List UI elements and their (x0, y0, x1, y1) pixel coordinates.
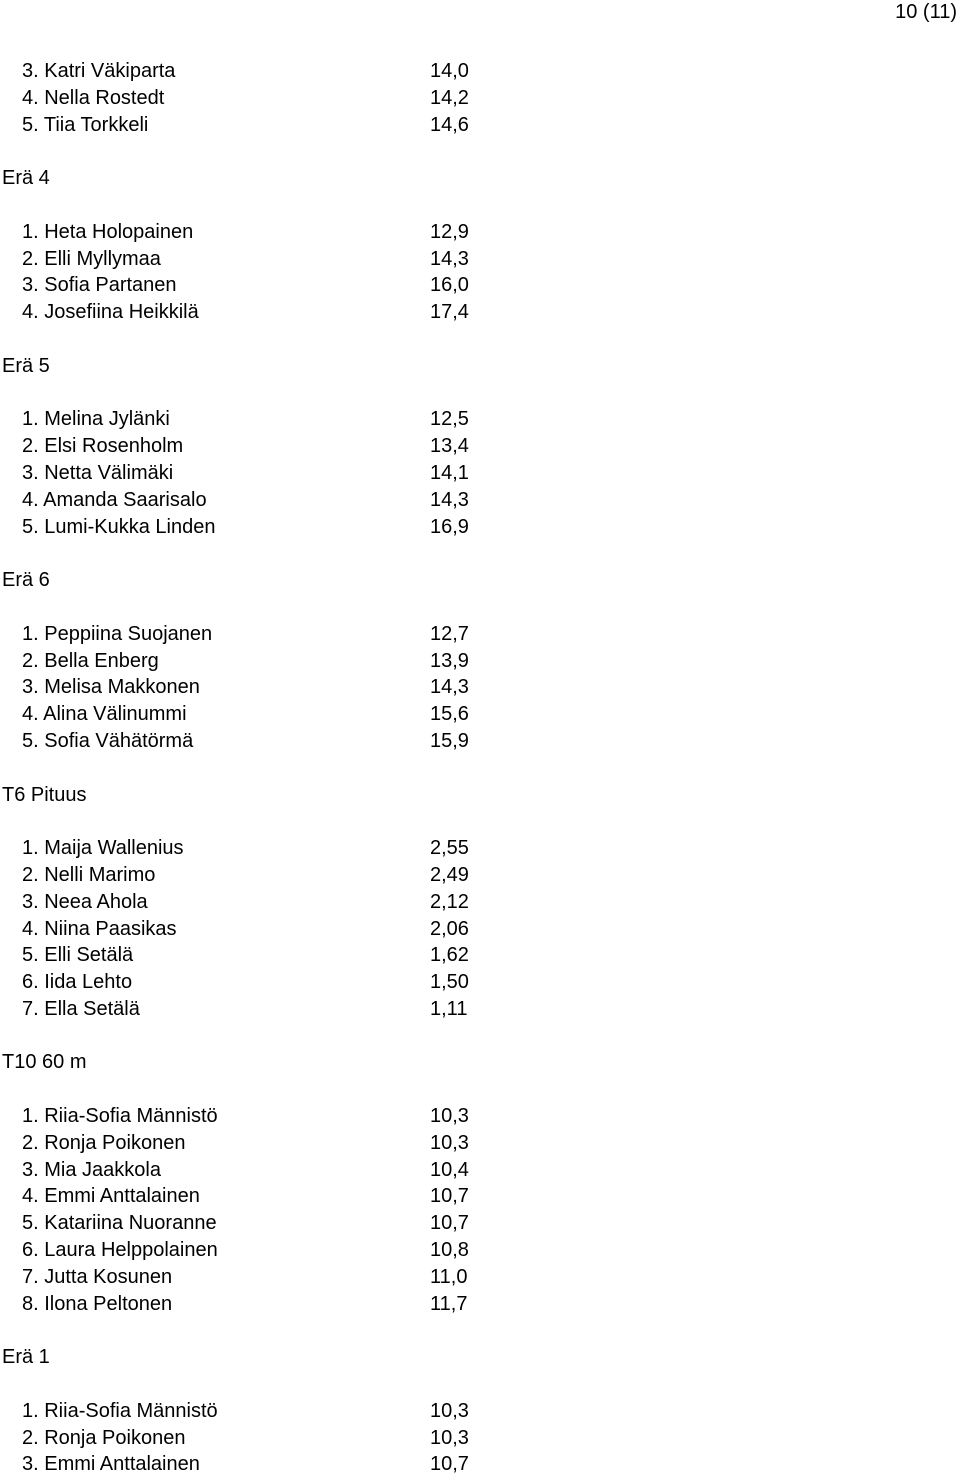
result-row (0, 1210, 560, 1237)
athlete-name: 5. Lumi-Kukka Linden (22, 515, 216, 538)
athlete-name: 1. Maija Wallenius (22, 837, 184, 860)
results-section (0, 58, 560, 165)
spacer (0, 192, 560, 219)
result-row (0, 728, 560, 755)
spacer (0, 594, 560, 621)
result-value: 14,2 (430, 86, 469, 109)
result-value: 10,4 (430, 1158, 469, 1181)
athlete-name: 5. Katariina Nuoranne (22, 1212, 217, 1235)
athlete-name: 3. Emmi Anttalainen (22, 1453, 200, 1476)
result-row (0, 996, 560, 1023)
spacer (0, 1076, 560, 1103)
athlete-name: 5. Sofia Vähätörmä (22, 729, 194, 752)
result-value: 15,9 (430, 729, 469, 752)
result-row (0, 969, 560, 996)
result-value: 14,3 (430, 488, 469, 511)
spacer (0, 540, 560, 567)
athlete-name: 2. Ronja Poikonen (22, 1426, 186, 1449)
athlete-name: 7. Jutta Kosunen (22, 1265, 173, 1288)
result-row (0, 1237, 560, 1264)
athlete-name: 3. Neea Ahola (22, 890, 148, 913)
result-value: 10,3 (430, 1131, 469, 1154)
result-value: 10,7 (430, 1212, 469, 1235)
result-value: 12,5 (430, 408, 469, 431)
athlete-name: 1. Peppiina Suojanen (22, 622, 213, 645)
result-row (0, 674, 560, 701)
result-value: 13,4 (430, 435, 469, 458)
result-row (0, 862, 560, 889)
result-value: 2,12 (430, 890, 469, 913)
section-heading: T6 Pituus (2, 783, 87, 806)
result-value: 11,7 (430, 1292, 468, 1315)
results-section (0, 1049, 560, 1344)
section-heading: Erä 4 (2, 167, 50, 190)
result-row (0, 621, 560, 648)
result-value: 2,06 (430, 917, 469, 940)
result-row (0, 1425, 560, 1452)
result-row (0, 942, 560, 969)
section-heading: T10 60 m (2, 1051, 87, 1074)
result-row (0, 85, 560, 112)
athlete-name: 5. Tiia Torkkeli (22, 113, 149, 136)
result-row (0, 1291, 560, 1318)
result-value: 10,3 (430, 1426, 469, 1449)
results-section (0, 353, 560, 567)
result-value: 10,3 (430, 1105, 469, 1128)
result-value: 12,9 (430, 220, 469, 243)
result-value: 14,6 (430, 113, 469, 136)
athlete-name: 3. Katri Väkiparta (22, 60, 176, 82)
result-row (0, 648, 560, 675)
spacer (0, 808, 560, 835)
result-row (0, 272, 560, 299)
result-row (0, 1451, 560, 1478)
result-row (0, 1398, 560, 1425)
athlete-name: 1. Riia-Sofia Männistö (22, 1105, 218, 1128)
athlete-name: 1. Heta Holopainen (22, 220, 194, 243)
athlete-name: 1. Melina Jylänki (22, 408, 170, 431)
result-row (0, 58, 560, 85)
result-value: 10,3 (430, 1399, 469, 1422)
result-row (0, 299, 560, 326)
result-row (0, 1183, 560, 1210)
result-value: 14,3 (430, 676, 469, 699)
result-row (0, 1103, 560, 1130)
athlete-name: 4. Amanda Saarisalo (22, 488, 207, 511)
result-value: 10,7 (430, 1453, 469, 1476)
result-row (0, 916, 560, 943)
spacer (0, 1023, 560, 1050)
result-value: 14,3 (430, 247, 469, 270)
result-row (0, 487, 560, 514)
spacer (0, 1371, 560, 1398)
athlete-name: 2. Bella Enberg (22, 649, 159, 672)
athlete-name: 3. Netta Välimäki (22, 461, 174, 484)
athlete-name: 3. Sofia Partanen (22, 274, 177, 297)
result-value: 13,9 (430, 649, 469, 672)
results-section (0, 782, 560, 1050)
result-row (0, 889, 560, 916)
page-number: 10 (11) (895, 1, 957, 23)
result-value: 15,6 (430, 703, 469, 726)
result-value: 14,0 (430, 60, 469, 82)
results-section (0, 1344, 560, 1478)
spacer (0, 380, 560, 407)
athlete-name: 6. Laura Helppolainen (22, 1239, 218, 1262)
result-row (0, 112, 560, 139)
results-document (0, 58, 560, 1478)
result-value: 17,4 (430, 301, 469, 324)
result-row (0, 406, 560, 433)
athlete-name: 8. Ilona Peltonen (22, 1292, 173, 1315)
result-row (0, 460, 560, 487)
result-value: 2,49 (430, 863, 469, 886)
spacer (0, 755, 560, 782)
result-row (0, 1157, 560, 1184)
section-heading: Erä 1 (2, 1346, 50, 1369)
results-section (0, 165, 560, 353)
result-value: 1,11 (430, 997, 468, 1020)
spacer (0, 326, 560, 353)
athlete-name: 2. Ronja Poikonen (22, 1131, 186, 1154)
result-row (0, 835, 560, 862)
result-value: 11,0 (430, 1265, 468, 1288)
result-value: 10,7 (430, 1185, 469, 1208)
section-heading: Erä 5 (2, 354, 50, 377)
result-row (0, 1130, 560, 1157)
athlete-name: 3. Melisa Makkonen (22, 676, 200, 699)
result-row (0, 701, 560, 728)
athlete-name: 2. Elli Myllymaa (22, 247, 161, 270)
athlete-name: 2. Nelli Marimo (22, 863, 156, 886)
result-value: 10,8 (430, 1239, 469, 1262)
athlete-name: 5. Elli Setälä (22, 944, 134, 967)
spacer (0, 1317, 560, 1344)
result-row (0, 246, 560, 273)
result-row (0, 514, 560, 541)
athlete-name: 4. Emmi Anttalainen (22, 1185, 200, 1208)
result-value: 16,9 (430, 515, 469, 538)
results-section (0, 567, 560, 781)
athlete-name: 2. Elsi Rosenholm (22, 435, 184, 458)
result-row (0, 433, 560, 460)
result-value: 1,62 (430, 944, 469, 967)
result-value: 14,1 (430, 461, 469, 484)
spacer (0, 138, 560, 165)
result-value: 2,55 (430, 837, 469, 860)
result-value: 1,50 (430, 971, 469, 994)
athlete-name: 1. Riia-Sofia Männistö (22, 1399, 218, 1422)
athlete-name: 6. Iida Lehto (22, 971, 133, 994)
result-row (0, 1264, 560, 1291)
athlete-name: 4. Josefiina Heikkilä (22, 301, 199, 324)
section-heading: Erä 6 (2, 569, 50, 592)
athlete-name: 4. Nella Rostedt (22, 86, 165, 109)
result-value: 16,0 (430, 274, 469, 297)
athlete-name: 7. Ella Setälä (22, 997, 140, 1020)
result-value: 12,7 (430, 622, 469, 645)
athlete-name: 3. Mia Jaakkola (22, 1158, 161, 1181)
result-row (0, 219, 560, 246)
athlete-name: 4. Alina Välinummi (22, 703, 187, 726)
athlete-name: 4. Niina Paasikas (22, 917, 177, 940)
